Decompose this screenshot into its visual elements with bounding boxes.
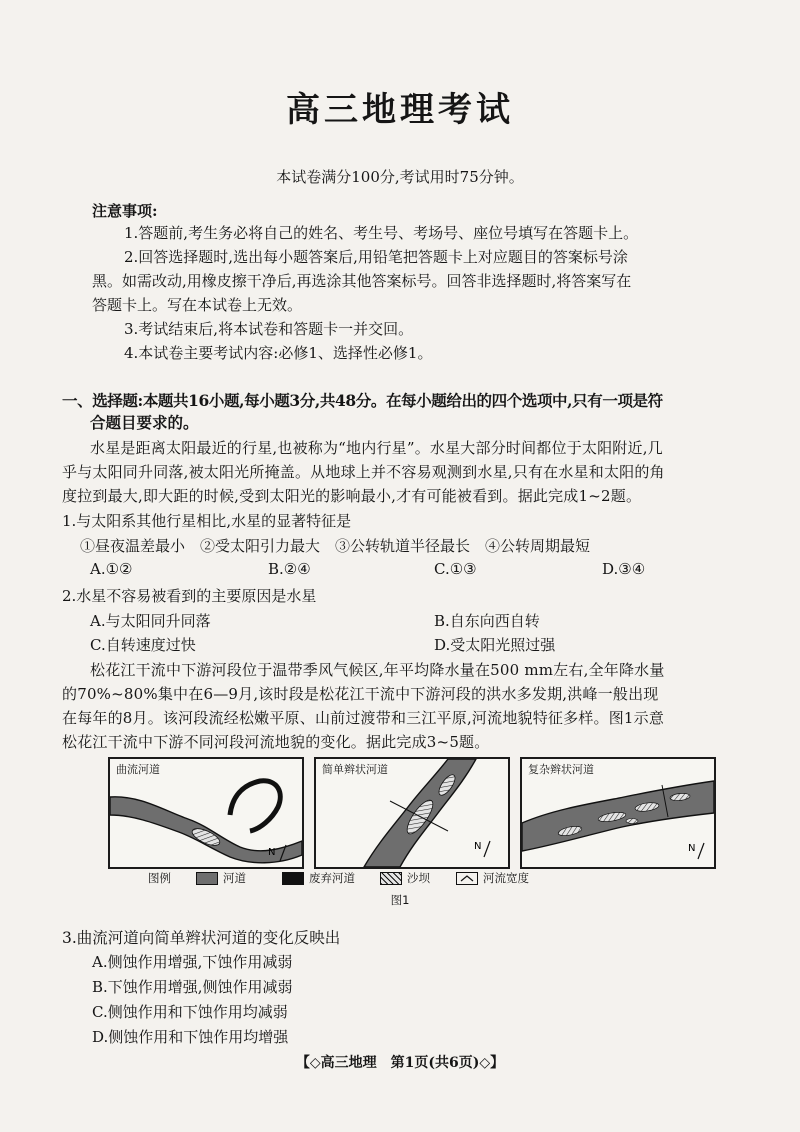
- option-d: D.受太阳光照过强: [434, 636, 556, 654]
- option-b: B.自东向西自转: [434, 612, 540, 630]
- question-stem: 2.水星不容易被看到的主要原因是水星: [62, 587, 317, 605]
- note-item: 3.考试结束后,将本试卷和答题卡一并交回。: [124, 320, 414, 338]
- note-item: 2.回答选择题时,选出每小题答案后,用铅笔把答题卡上对应题目的答案标号涂: [124, 248, 628, 266]
- note-item: 黑。如需改动,用橡皮擦干净后,再选涂其他答案标号。回答非选择题时,将答案写在: [92, 272, 632, 290]
- option-c: C.侧蚀作用和下蚀作用均减弱: [92, 1003, 288, 1021]
- legend-label: 沙坝: [407, 871, 430, 885]
- passage-line: 乎与太阳同升同落,被太阳光所掩盖。从地球上并不容易观测到水星,只有在水星和太阳的角: [62, 463, 665, 481]
- panel-label: 曲流河道: [116, 763, 160, 776]
- figure-legend: [148, 870, 608, 888]
- abandoned-channel-swatch-icon: [282, 872, 304, 885]
- question-stem: 3.曲流河道向简单辫状河道的变化反映出: [62, 929, 341, 947]
- legend-label: 废弃河道: [309, 871, 355, 885]
- page-footer: 【◇高三地理 第1页(共6页)◇】: [295, 1055, 505, 1071]
- option-a: A.侧蚀作用增强,下蚀作用减弱: [92, 953, 293, 971]
- sand-bar-swatch-icon: [380, 872, 402, 885]
- option-a: A.①②: [90, 560, 133, 578]
- panel-label: 简单辫状河道: [322, 763, 388, 776]
- exam-subtitle: 本试卷满分100分,考试用时75分钟。: [276, 168, 524, 186]
- option-d: D.③④: [602, 560, 646, 578]
- option-c: C.自转速度过快: [90, 636, 196, 654]
- passage-line: 的70%~80%集中在6—9月,该时段是松花江干流中下游河段的洪水多发期,洪峰一般出现: [62, 685, 659, 703]
- option-b: B.②④: [268, 560, 311, 578]
- panel-complex-braided: [520, 757, 716, 869]
- passage-line: 松花江干流中下游河段位于温带季风气候区,年平均降水量在500 mm左右,全年降水量: [90, 661, 665, 679]
- channel-swatch-icon: [196, 872, 218, 885]
- north-label: N: [474, 841, 482, 852]
- legend-label: 河流宽度: [483, 871, 529, 885]
- exam-title: 高三地理考试: [286, 90, 514, 130]
- option-a: A.与太阳同升同落: [90, 612, 211, 630]
- north-label: N: [688, 843, 696, 854]
- note-item: 4.本试卷主要考试内容:必修1、选择性必修1。: [124, 344, 433, 362]
- panel-label: 复杂辫状河道: [528, 763, 594, 776]
- note-item: 答题卡上。写在本试卷上无效。: [92, 296, 303, 314]
- legend-title: 图例: [148, 871, 171, 885]
- panel-simple-braided: [314, 757, 510, 869]
- question-stem: 1.与太阳系其他行星相比,水星的显著特征是: [62, 512, 352, 530]
- passage-line: 水星是距离太阳最近的行星,也被称为“地内行星”。水星大部分时间都位于太阳附近,几: [90, 439, 663, 457]
- passage-line: 松花江干流中下游不同河段河流地貌的变化。据此完成3~5题。: [62, 733, 490, 751]
- note-item: 1.答题前,考生务必将自己的姓名、考生号、考场号、座位号填写在答题卡上。: [124, 224, 639, 242]
- north-arrow-icon: [698, 843, 704, 859]
- option-d: D.侧蚀作用和下蚀作用均增强: [92, 1028, 289, 1046]
- option-b: B.下蚀作用增强,侧蚀作用减弱: [92, 978, 293, 996]
- river-width-icon: [456, 872, 478, 885]
- figure-1: [108, 757, 712, 867]
- legend-label: 河道: [223, 871, 246, 885]
- legend-item-channel: [196, 870, 246, 886]
- question-statements: ①昼夜温差最小 ②受太阳引力最大 ③公转轨道半径最长 ④公转周期最短: [80, 537, 591, 555]
- passage-line: 度拉到最大,即大距的时候,受到太阳光的影响最小,才有可能被看到。据此完成1~2题。: [62, 487, 642, 505]
- legend-item-abandoned: [282, 870, 355, 886]
- panel-meandering: [108, 757, 304, 869]
- figure-caption: 图1: [390, 893, 410, 907]
- passage-line: 在每年的8月。该河段流经松嫩平原、山前过渡带和三江平原,河流地貌特征多样。图1示意: [62, 709, 665, 727]
- legend-item-width: [456, 870, 529, 886]
- notes-heading: 注意事项:: [92, 202, 158, 220]
- north-arrow-icon: [484, 841, 490, 857]
- legend-item-bar: [380, 870, 430, 886]
- north-label: N: [268, 847, 276, 858]
- section-heading: 一、选择题:本题共16小题,每小题3分,共48分。在每小题给出的四个选项中,只有一项是符: [62, 391, 663, 410]
- section-heading-cont: 合题目要求的。: [90, 413, 199, 432]
- option-c: C.①③: [434, 560, 477, 578]
